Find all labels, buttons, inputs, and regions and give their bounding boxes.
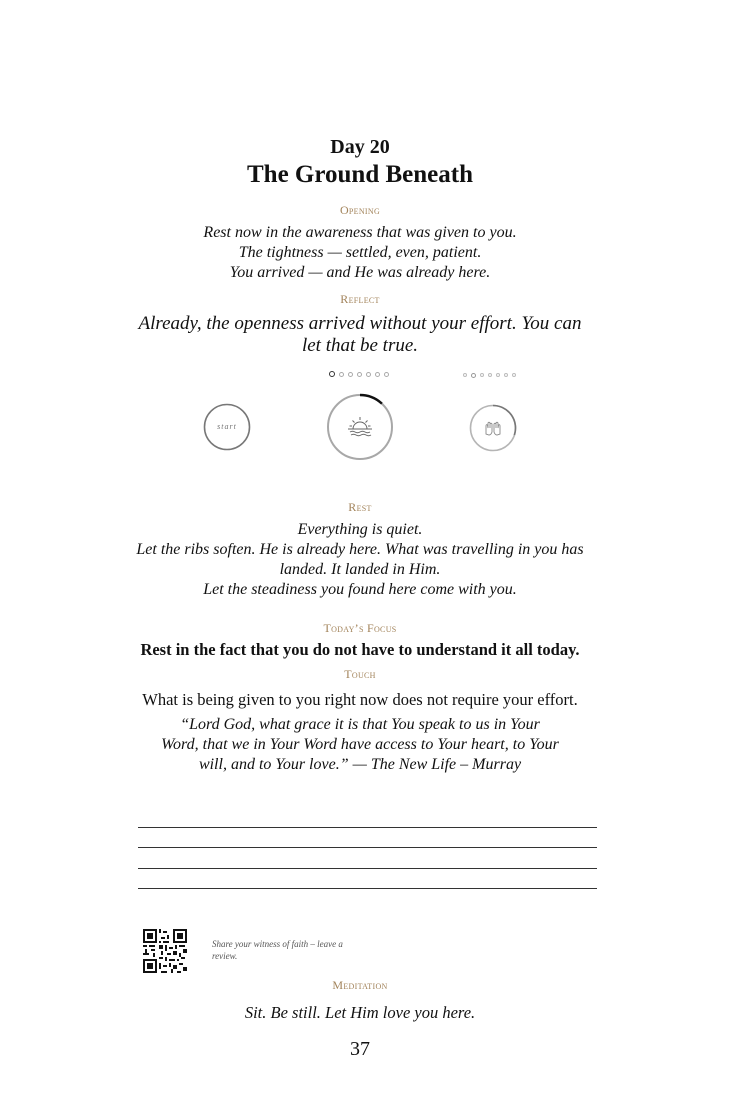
step-dot — [357, 372, 362, 377]
opening-line: The tightness — settled, even, patient. — [238, 244, 482, 261]
step-dot — [480, 373, 484, 377]
step-dot — [496, 373, 500, 377]
touch-text: What is being given to you right now does not require your effort. — [142, 690, 578, 709]
opening-text — [0, 223, 720, 283]
meditation-label: Meditation — [332, 978, 388, 992]
opening-line: Rest now in the awareness that was given to you. — [203, 224, 517, 241]
journal-line[interactable] — [138, 888, 597, 889]
journal-line[interactable] — [138, 827, 597, 828]
opening-line: You arrived — and He was already here. — [229, 264, 491, 281]
reflect-text: Already, the openness arrived without your effort. You can let that be true. — [138, 313, 582, 356]
step-dot — [348, 372, 353, 377]
step-dot — [463, 373, 467, 377]
reflect-label: Reflect — [340, 292, 380, 306]
page-title: The Ground Beneath — [247, 161, 473, 188]
sunrise-icon — [348, 417, 372, 436]
focus-text: Rest in the fact that you do not have to understand it all today. — [140, 640, 580, 659]
journal-line[interactable] — [138, 868, 597, 869]
open-hands-icon — [486, 422, 500, 435]
step-dot — [488, 373, 492, 377]
rest-line: Let the ribs soften. He is already here. What was travelling in you has landed. It landed in Him. — [136, 541, 584, 578]
meditation-text: Sit. Be still. Let Him love you here. — [244, 1003, 476, 1022]
step-dot — [471, 373, 476, 378]
rest-line: Everything is quiet. — [297, 521, 423, 538]
page-number: 37 — [350, 1038, 370, 1060]
step-dot — [512, 373, 516, 377]
review-prompt[interactable]: Share your witness of faith – leave a review. — [212, 939, 343, 961]
quote-text: “Lord God, what grace it is that You speak to us in Your Word, that we in Your Word have access to Your heart, to Your will, and to Your love.” — The New Life – Murray — [161, 716, 559, 773]
meditation-timer[interactable] — [326, 393, 394, 461]
step-dot — [504, 373, 508, 377]
step-dot — [366, 372, 371, 377]
rest-line: Let the steadiness you found here come with you. — [203, 581, 517, 598]
focus-label: Today’s Focus — [323, 621, 397, 635]
rest-label: Rest — [348, 500, 372, 514]
opening-label: Opening — [339, 203, 381, 217]
step-dot — [329, 371, 335, 377]
touch-label: Touch — [344, 667, 376, 681]
rest-text — [120, 520, 600, 600]
step-indicator-secondary — [461, 366, 518, 384]
step-indicator — [327, 365, 391, 383]
qr-code[interactable] — [143, 929, 187, 973]
step-dot — [384, 372, 389, 377]
journal-line[interactable] — [138, 847, 597, 848]
start-label[interactable]: start — [217, 422, 237, 431]
prayer-button[interactable] — [469, 404, 517, 452]
day-number: Day 20 — [330, 136, 390, 158]
step-dot — [375, 372, 380, 377]
step-dot — [339, 372, 344, 377]
